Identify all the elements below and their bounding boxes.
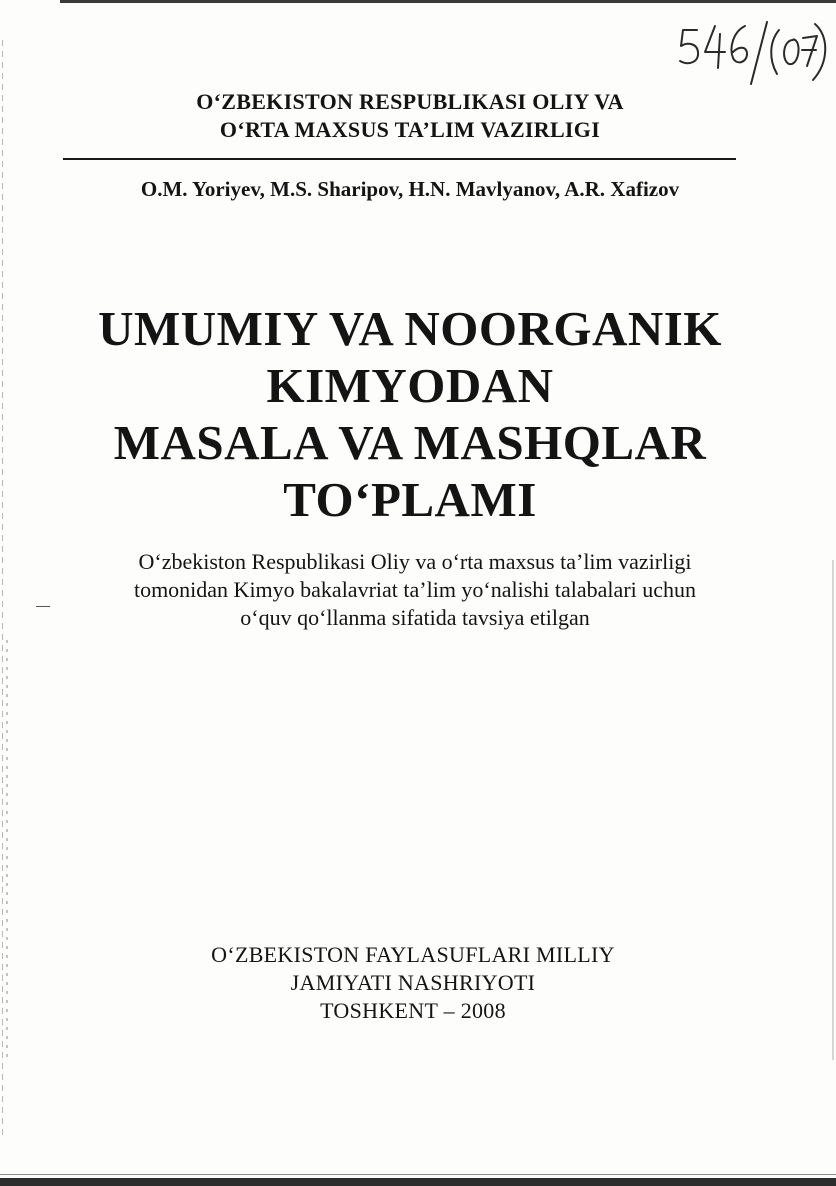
handwritten-library-mark	[675, 18, 835, 98]
recommendation-text	[40, 548, 790, 632]
scan-left-edge	[2, 40, 3, 1140]
ministry-line-1: O‘ZBEKISTON RESPUBLIKASI OLIY VA	[196, 89, 624, 114]
scan-top-edge	[60, 0, 836, 3]
publisher-line-2: JAMIYATI NASHRIYOTI	[290, 970, 536, 995]
title-line-2: KIMYODAN	[266, 358, 554, 413]
handwritten-mark-drawing	[675, 18, 835, 98]
ministry-line-2: O‘RTA MAXSUS TA’LIM VAZIRLIGI	[219, 117, 601, 142]
book-title	[40, 300, 780, 528]
scan-bottom-edge	[0, 1178, 836, 1186]
ministry-header	[60, 88, 760, 144]
recommendation-line-2: tomonidan Kimyo bakalavriat ta’lim yo‘nalishi talabalari uchun	[133, 577, 697, 602]
title-line-1: UMUMIY VA NOORGANIK	[98, 301, 722, 356]
publisher-line-1: O‘ZBEKISTON FAYLASUFLARI MILLIY	[211, 942, 615, 967]
authors-line: O.M. Yoriyev, M.S. Sharipov, H.N. Mavlyanov, A.R. Xafizov	[140, 177, 680, 201]
title-line-3: MASALA VA MASHQLAR	[113, 415, 707, 470]
scan-right-edge	[832, 560, 834, 1060]
publisher-line-3: TOSHKENT – 2008	[320, 998, 506, 1023]
publisher-block	[60, 941, 766, 1025]
header-divider	[63, 158, 736, 160]
scan-left-noise	[6, 640, 8, 1060]
recommendation-line-3: o‘quv qo‘llanma sifatida tavsiya etilgan	[240, 605, 590, 630]
recommendation-line-1: O‘zbekiston Respublikasi Oliy va o‘rta maxsus ta’lim vazirligi	[138, 549, 692, 574]
scan-bottom-line	[0, 1174, 836, 1175]
title-line-4: TO‘PLAMI	[283, 472, 537, 527]
